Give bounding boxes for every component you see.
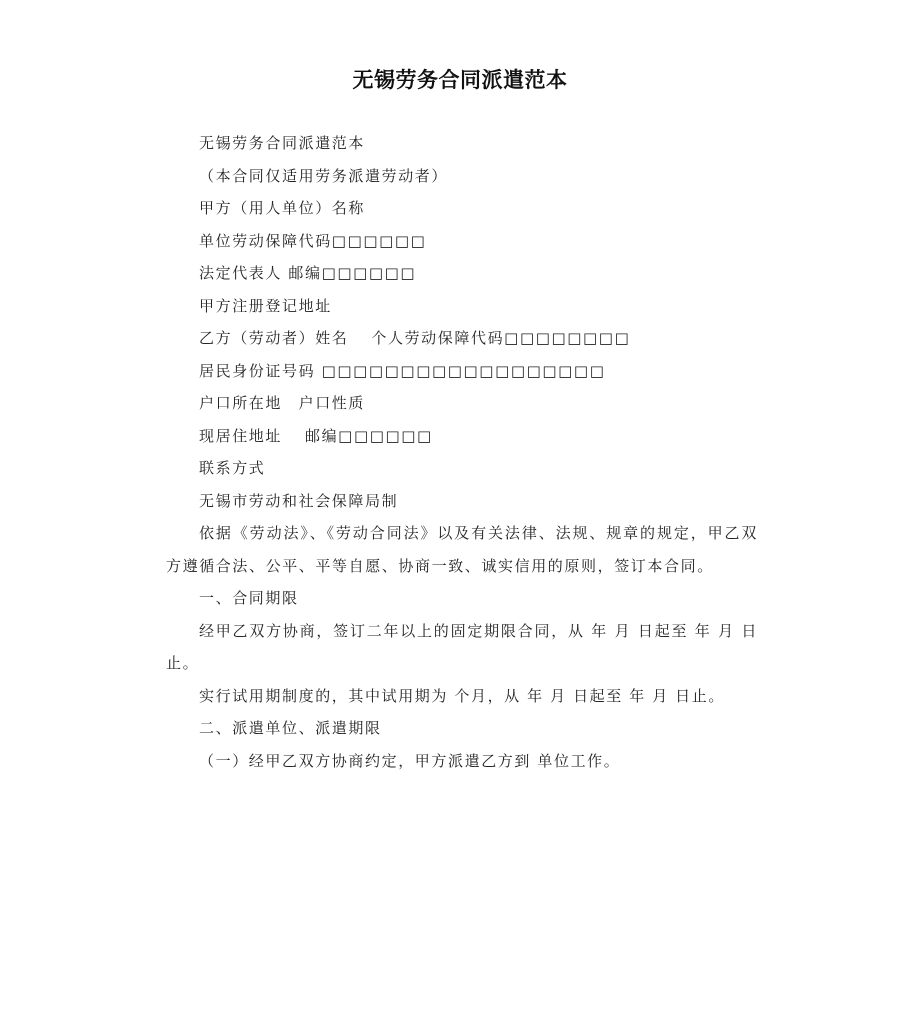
section-heading-term: 一、合同期限	[199, 589, 299, 607]
document-body	[166, 127, 758, 777]
paragraph-basis: 依据《劳动法》、《劳动合同法》以及有关法律、法规、规章的规定，甲乙双方遵循合法、公平、平等自愿、协商一致、诚实信用的原则，签订本合同。	[166, 524, 758, 575]
paragraph-probation: 实行试用期制度的，其中试用期为 个月，从 年 月 日起至 年 月 日止。	[199, 686, 725, 705]
paragraph-party-b-name: 乙方（劳动者）姓名 个人劳动保障代码□□□□□□□□	[199, 329, 631, 347]
section-heading-dispatch: 二、派遣单位、派遣期限	[199, 719, 382, 737]
paragraph-id-number: 居民身份证号码 □□□□□□□□□□□□□□□□□□	[199, 361, 606, 380]
paragraph-heading: 无锡劳务合同派遣范本	[199, 134, 366, 152]
paragraph-household: 户口所在地 户口性质	[199, 394, 366, 412]
paragraph-legal-rep: 法定代表人 邮编□□□□□□	[199, 264, 417, 282]
paragraph-dispatch-unit: （一）经甲乙双方协商约定，甲方派遣乙方到 单位工作。	[199, 751, 621, 770]
paragraph-party-a-address: 甲方注册登记地址	[199, 296, 332, 315]
document-title: 无锡劳务合同派遣范本	[352, 68, 568, 92]
paragraph-term: 经甲乙双方协商，签订二年以上的固定期限合同，从 年 月 日起至 年 月 日止。	[166, 621, 758, 672]
paragraph-current-address: 现居住地址 邮编□□□□□□	[199, 426, 433, 445]
paragraph-issuer: 无锡市劳动和社会保障局制	[199, 491, 399, 510]
paragraph-scope-note: （本合同仅适用劳务派遣劳动者）	[199, 166, 449, 185]
paragraph-unit-code: 单位劳动保障代码□□□□□□	[199, 231, 427, 250]
paragraph-contact: 联系方式	[199, 459, 266, 477]
paragraph-party-a-name: 甲方（用人单位）名称	[199, 199, 366, 217]
